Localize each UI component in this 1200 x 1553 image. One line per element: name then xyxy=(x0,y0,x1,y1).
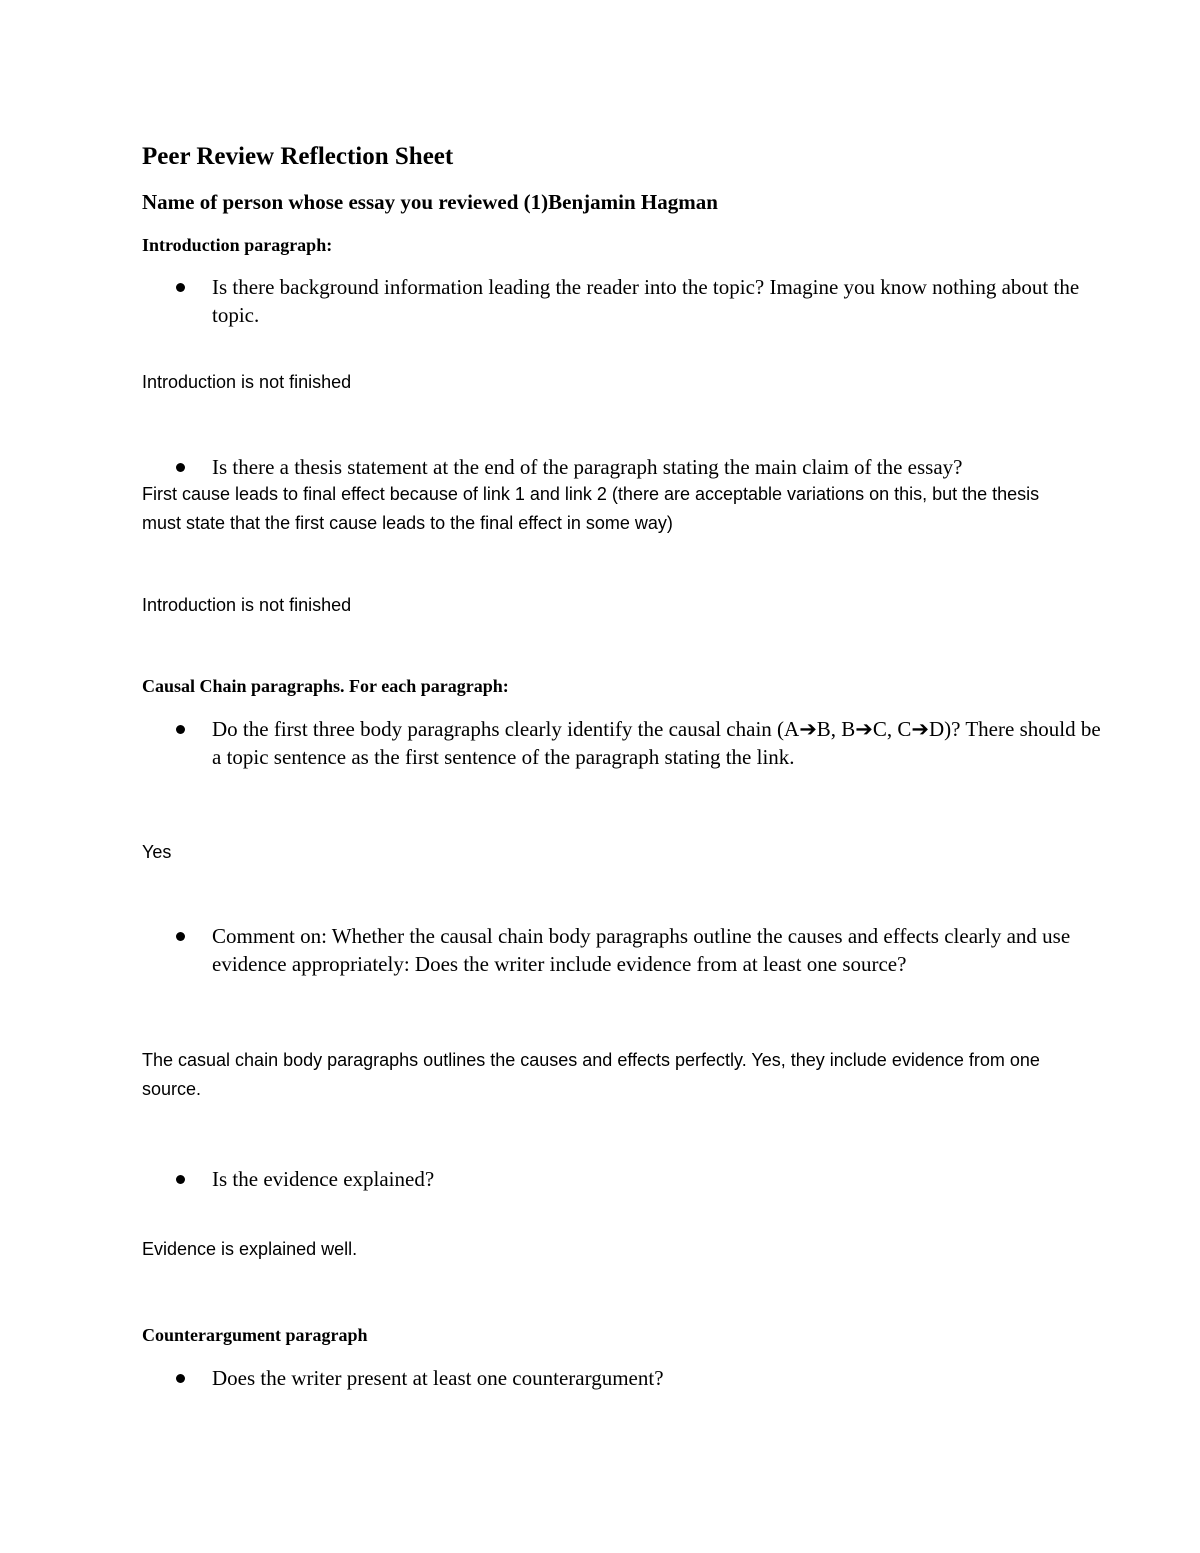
bullet-icon xyxy=(176,463,185,472)
causal-question-1-text: Do the first three body paragraphs clearly identify the causal chain (A➔B, B➔C, C➔D)? There should be a topic sentence as the first sentence of the paragraph stating the link. xyxy=(212,717,1101,769)
causal-question-1 xyxy=(174,715,1112,771)
causal-answer-2: The casual chain body paragraphs outlines the causes and effects perfectly. Yes, they include evidence from one source. xyxy=(142,1050,1040,1099)
bullet-icon xyxy=(176,932,185,941)
intro-question-2-text: Is there a thesis statement at the end of the paragraph stating the main claim of the essay? xyxy=(212,455,963,479)
reviewed-name-line: Name of person whose essay you reviewed (1)Benjamin Hagman xyxy=(142,190,718,214)
intro-answer-2: Introduction is not finished xyxy=(142,595,352,615)
intro-question-2 xyxy=(174,453,1112,481)
bullet-icon xyxy=(176,725,185,734)
causal-question-2 xyxy=(174,922,1112,978)
counterargument-question-1-text: Does the writer present at least one counterargument? xyxy=(212,1366,664,1390)
causal-question-3 xyxy=(174,1165,1112,1193)
thesis-note: First cause leads to final effect because of link 1 and link 2 (there are acceptable variations on this, but the thesis must state that the first cause leads to the final effect in some way) xyxy=(142,484,1040,533)
causal-answer-3: Evidence is explained well. xyxy=(142,1239,358,1259)
intro-answer-1: Introduction is not finished xyxy=(142,372,352,392)
page-title: Peer Review Reflection Sheet xyxy=(142,143,454,170)
intro-heading: Introduction paragraph: xyxy=(142,235,333,255)
causal-question-2-text: Comment on: Whether the causal chain body paragraphs outline the causes and effects clearly and use evidence appropriately: Does the writer include evidence from at least one source? xyxy=(212,924,1071,976)
counterargument-question-1 xyxy=(174,1364,1112,1392)
causal-answer-1: Yes xyxy=(142,842,172,862)
bullet-icon xyxy=(176,1374,185,1383)
intro-question-1 xyxy=(174,273,1112,329)
causal-chain-heading: Causal Chain paragraphs. For each paragraph: xyxy=(142,676,509,696)
causal-question-3-text: Is the evidence explained? xyxy=(212,1167,435,1191)
intro-question-1-text: Is there background information leading the reader into the topic? Imagine you know nothing about the topic. xyxy=(212,275,1080,327)
bullet-icon xyxy=(176,283,185,292)
counterargument-heading: Counterargument paragraph xyxy=(142,1325,368,1345)
bullet-icon xyxy=(176,1175,185,1184)
